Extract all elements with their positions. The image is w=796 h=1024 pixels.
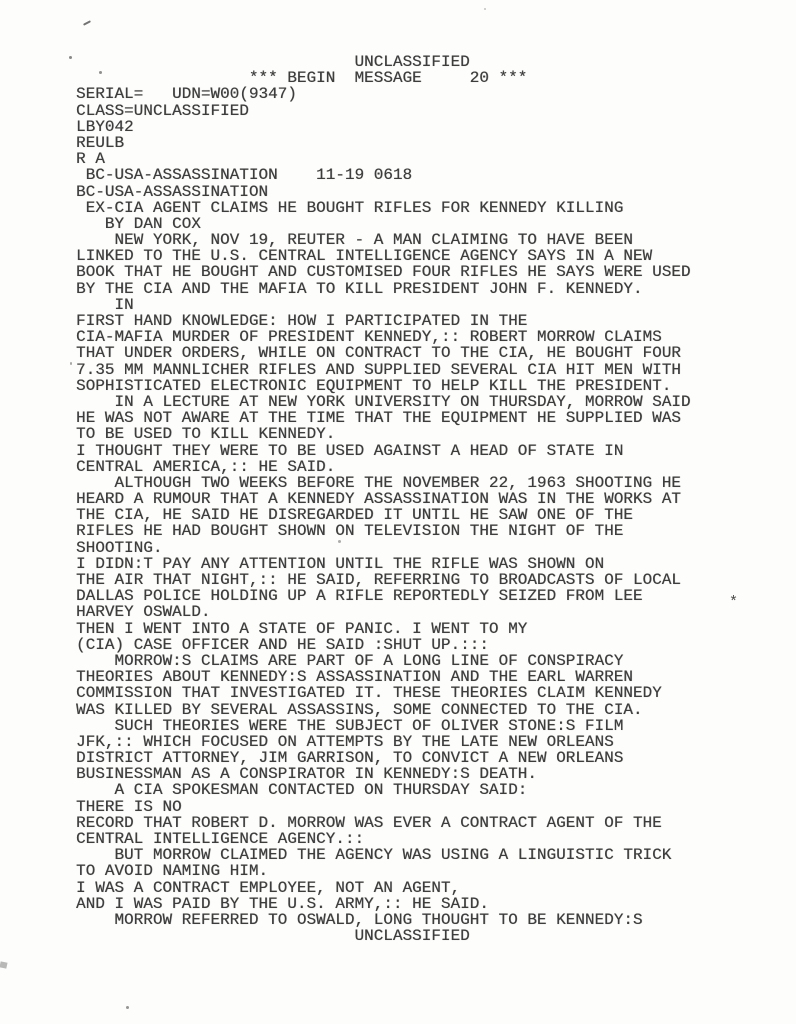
text-line: I WAS A CONTRACT EMPLOYEE, NOT AN AGENT, (76, 878, 461, 897)
margin-asterisk-mark: * (729, 594, 739, 611)
text-line: THE AIR THAT NIGHT,:: HE SAID, REFERRING TO BROADCASTS OF LOCAL (76, 571, 681, 589)
text-line: DALLAS POLICE HOLDING UP A RIFLE REPORTEDLY SEIZED FROM LEE (76, 587, 643, 606)
text-line: DISTRICT ATTORNEY, JIM GARRISON, TO CONVICT A NEW ORLEANS (76, 749, 624, 768)
text-line: TO AVOID NAMING HIM. (76, 862, 269, 881)
scan-edge-smudge (0, 961, 8, 968)
text-line: EX-CIA AGENT CLAIMS HE BOUGHT RIFLES FOR KENNEDY KILLING (76, 198, 624, 217)
text-line: REULB (76, 133, 125, 152)
text-line: BOOK THAT HE BOUGHT AND CUSTOMISED FOUR RIFLES HE SAYS WERE USED (76, 263, 691, 282)
text-line: CENTRAL AMERICA,:: HE SAID. (76, 457, 336, 476)
text-line: SUCH THEORIES WERE THE SUBJECT OF OLIVER STONE:S FILM (76, 716, 624, 735)
scan-speckle (484, 8, 486, 10)
text-line: LBY042 (76, 117, 134, 136)
scan-speckle (70, 362, 72, 365)
scan-speckle (126, 1006, 129, 1009)
text-line: ALTHOUGH TWO WEEKS BEFORE THE NOVEMBER 22, 1963 SHOOTING HE (76, 473, 681, 492)
text-line: BY THE CIA AND THE MAFIA TO KILL PRESIDENT JOHN F. KENNEDY. (76, 279, 643, 298)
text-line: RIFLES HE HAD BOUGHT SHOWN ON TELEVISION THE NIGHT OF THE (76, 522, 624, 541)
text-line: IN A LECTURE AT NEW YORK UNIVERSITY ON THURSDAY, MORROW SAID (76, 392, 691, 411)
text-line: THAT UNDER ORDERS, WHILE ON CONTRACT TO THE CIA, HE BOUGHT FOUR (76, 344, 681, 363)
text-line: CLASS=UNCLASSIFIED (76, 101, 249, 120)
text-line: SERIAL= UDN=W00(9347) (76, 85, 297, 104)
text-line: I DIDN:T PAY ANY ATTENTION UNTIL THE RIFLE WAS SHOWN ON (76, 554, 605, 573)
text-line: BY DAN COX (76, 214, 201, 233)
text-line: THEN I WENT INTO A STATE OF PANIC. I WENT TO MY (76, 619, 528, 638)
scan-speckle (69, 56, 72, 59)
text-line: UNCLASSIFIED (76, 927, 470, 946)
text-line: BC-USA-ASSASSINATION 11-19 0618 (76, 166, 413, 185)
text-line: TO BE USED TO KILL KENNEDY. (76, 425, 336, 444)
text-line: THE CIA, HE SAID HE DISREGARDED IT UNTIL HE SAW ONE OF THE (76, 506, 633, 525)
text-line: LINKED TO THE U.S. CENTRAL INTELLIGENCE AGENCY SAYS IN A NEW (76, 247, 653, 266)
text-line: BC-USA-ASSASSINATION (76, 182, 269, 201)
text-line: RECORD THAT ROBERT D. MORROW WAS EVER A CONTRACT AGENT OF THE (76, 813, 662, 832)
text-line: R A (76, 150, 105, 169)
text-line: JFK,:: WHICH FOCUSED ON ATTEMPTS BY THE LATE NEW ORLEANS (76, 732, 614, 751)
text-line: A CIA SPOKESMAN CONTACTED ON THURSDAY SAID: (76, 781, 528, 800)
text-line: 7.35 MM MANNLICHER RIFLES AND SUPPLIED SEVERAL CIA HIT MEN WITH (76, 360, 681, 379)
text-line: HE WAS NOT AWARE AT THE TIME THAT THE EQUIPMENT HE SUPPLIED WAS (76, 409, 681, 428)
text-line: SHOOTING. (76, 538, 163, 557)
text-line: MORROW:S CLAIMS ARE PART OF A LONG LINE OF CONSPIRACY (76, 651, 624, 670)
text-line: I THOUGHT THEY WERE TO BE USED AGAINST A HEAD OF STATE IN (76, 441, 624, 460)
text-line: IN (76, 295, 134, 314)
text-line: *** BEGIN MESSAGE 20 *** (76, 69, 528, 88)
text-line: UNCLASSIFIED (76, 53, 470, 71)
text-line: BUSINESSMAN AS A CONSPIRATOR IN KENNEDY:S DEATH. (76, 765, 537, 784)
text-line: WAS KILLED BY SEVERAL ASSASSINS, SOME CONNECTED TO THE CIA. (76, 700, 643, 719)
message-text (76, 54, 691, 944)
text-line: CIA-MAFIA MURDER OF PRESIDENT KENNEDY,:: ROBERT MORROW CLAIMS (76, 328, 662, 347)
text-line: NEW YORK, NOV 19, REUTER - A MAN CLAIMING TO HAVE BEEN (76, 231, 633, 250)
text-line: AND I WAS PAID BY THE U.S. ARMY,:: HE SAID. (76, 894, 489, 913)
text-line: (CIA) CASE OFFICER AND HE SAID :SHUT UP.::: (76, 635, 489, 654)
text-line: THEORIES ABOUT KENNEDY:S ASSASSINATION AND THE EARL WARREN (76, 668, 633, 687)
text-line: CENTRAL INTELLIGENCE AGENCY.:: (76, 830, 365, 848)
text-line: FIRST HAND KNOWLEDGE: HOW I PARTICIPATED IN THE (76, 312, 528, 330)
text-line: THERE IS NO (76, 797, 182, 816)
text-line: HEARD A RUMOUR THAT A KENNEDY ASSASSINATION WAS IN THE WORKS AT (76, 490, 681, 509)
text-line: HARVEY OSWALD. (76, 603, 211, 622)
text-line: BUT MORROW CLAIMED THE AGENCY WAS USING A LINGUISTIC TRICK (76, 846, 672, 865)
pencil-tick-mark (83, 20, 91, 26)
text-line: COMMISSION THAT INVESTIGATED IT. THESE THEORIES CLAIM KENNEDY (76, 684, 662, 703)
text-line: SOPHISTICATED ELECTRONIC EQUIPMENT TO HELP KILL THE PRESIDENT. (76, 376, 672, 395)
text-line: MORROW REFERRED TO OSWALD, LONG THOUGHT TO BE KENNEDY:S (76, 910, 643, 929)
